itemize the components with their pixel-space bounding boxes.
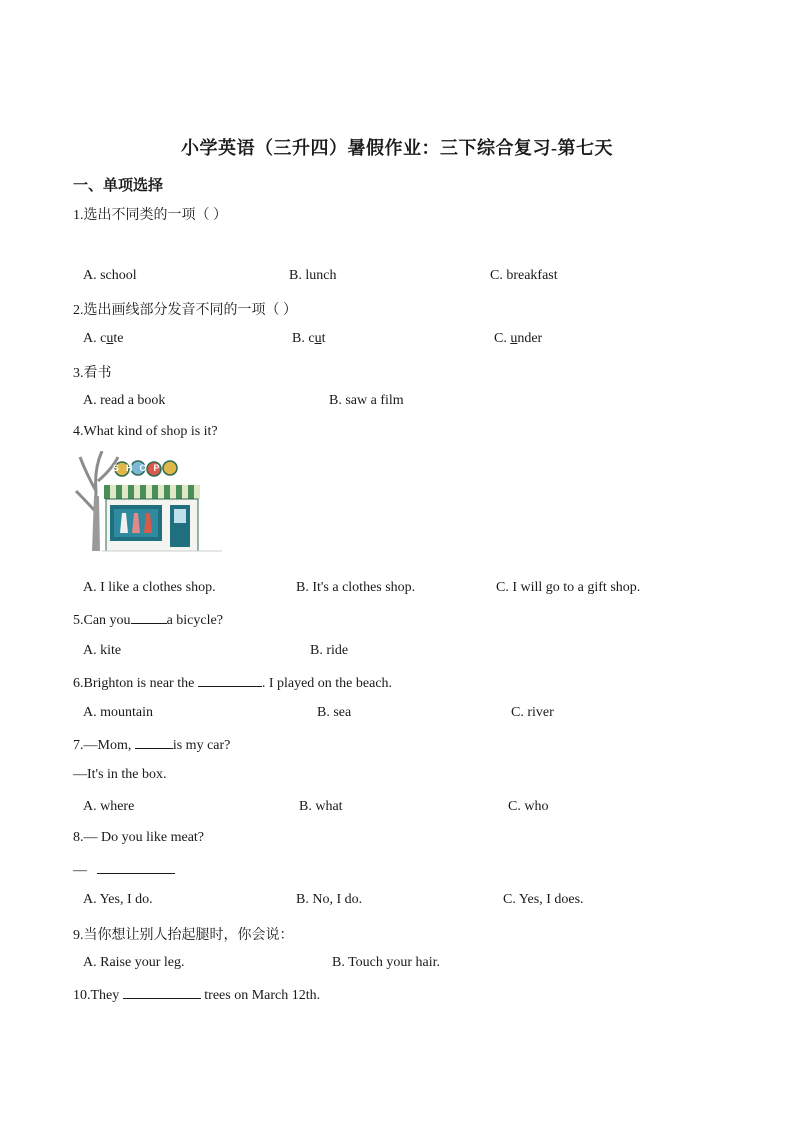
question-2-stem: 2.选出画线部分发音不同的一项（ ） (73, 303, 297, 318)
q7-option-a[interactable]: A. where (83, 799, 135, 814)
q6-option-c[interactable]: C. river (511, 705, 554, 720)
q5-stem-before: 5.Can you (73, 613, 131, 628)
question-7-stem (73, 736, 230, 754)
q5-blank[interactable] (131, 611, 167, 624)
q10-stem-after: trees on March 12th. (200, 988, 321, 1003)
question-7-line2: —It's in the box. (73, 767, 167, 782)
q5-option-b[interactable]: B. ride (310, 643, 349, 658)
question-10-stem (73, 986, 320, 1004)
shop-image (72, 451, 232, 566)
page-title: 小学英语（三升四）暑假作业：三下综合复习-第七天 (181, 138, 613, 158)
q8-dash: — (73, 863, 91, 878)
q4-option-a[interactable]: A. I like a clothes shop. (83, 580, 216, 595)
question-8-stem: 8.— Do you like meat? (73, 830, 205, 845)
q6-option-b[interactable]: B. sea (317, 705, 352, 720)
q2-option-b[interactable] (292, 331, 325, 347)
q1-option-a[interactable]: A. school (83, 268, 137, 283)
section-heading: 一、单项选择 (73, 178, 164, 194)
q2-option-a-underlined: u (106, 331, 114, 346)
q8-option-a[interactable]: A. Yes, I do. (83, 892, 153, 907)
q2-option-b-suffix: t (321, 331, 326, 346)
q7-option-b[interactable]: B. what (299, 799, 343, 814)
q4-option-b[interactable]: B. It's a clothes shop. (296, 580, 416, 595)
q2-option-c[interactable] (494, 331, 542, 347)
question-6-stem (73, 674, 392, 692)
q8-option-b[interactable]: B. No, I do. (296, 892, 363, 907)
q5-option-a[interactable]: A. kite (83, 643, 122, 658)
q2-option-a-prefix: A. c (83, 331, 107, 346)
q5-stem-after: a bicycle? (166, 613, 223, 628)
shop-sign-text: SHOP (113, 463, 167, 473)
q7-blank[interactable] (135, 736, 173, 749)
q8-blank[interactable] (97, 861, 175, 874)
question-9-stem: 9.当你想让别人抬起腿时，你会说： (73, 928, 294, 943)
q2-option-c-suffix: nder (517, 331, 543, 346)
q1-option-c[interactable]: C. breakfast (490, 268, 558, 283)
q10-stem-before: 10.They (73, 988, 123, 1003)
q8-option-c[interactable]: C. Yes, I does. (503, 892, 584, 907)
q7-option-c[interactable]: C. who (508, 799, 549, 814)
q9-option-a[interactable]: A. Raise your leg. (83, 955, 185, 970)
q1-option-b[interactable]: B. lunch (289, 268, 337, 283)
q2-option-a[interactable] (83, 331, 123, 347)
q3-option-b[interactable]: B. saw a film (329, 393, 404, 408)
q6-blank[interactable] (198, 674, 262, 687)
q2-option-c-prefix: C. (494, 331, 511, 346)
question-1-stem: 1.选出不同类的一项（ ） (73, 208, 227, 223)
q10-blank[interactable] (123, 986, 201, 999)
q6-option-a[interactable]: A. mountain (83, 705, 153, 720)
q2-option-b-underlined: u (314, 331, 322, 346)
question-8-line2 (73, 861, 175, 879)
q7-stem-after: is my car? (172, 738, 231, 753)
q6-stem-after: . I played on the beach. (261, 676, 393, 691)
q9-option-b[interactable]: B. Touch your hair. (332, 955, 441, 970)
q3-option-a[interactable]: A. read a book (83, 393, 166, 408)
question-3-stem: 3.看书 (73, 366, 112, 381)
q4-option-c[interactable]: C. I will go to a gift shop. (496, 580, 641, 595)
q2-option-a-suffix: te (113, 331, 124, 346)
question-4-stem: 4.What kind of shop is it? (73, 424, 218, 439)
q7-stem-before: 7.—Mom, (73, 738, 135, 753)
q2-option-b-prefix: B. c (292, 331, 315, 346)
q6-stem-before: 6.Brighton is near the (73, 676, 198, 691)
q2-option-c-underlined: u (510, 331, 518, 346)
question-5-stem (73, 611, 223, 629)
